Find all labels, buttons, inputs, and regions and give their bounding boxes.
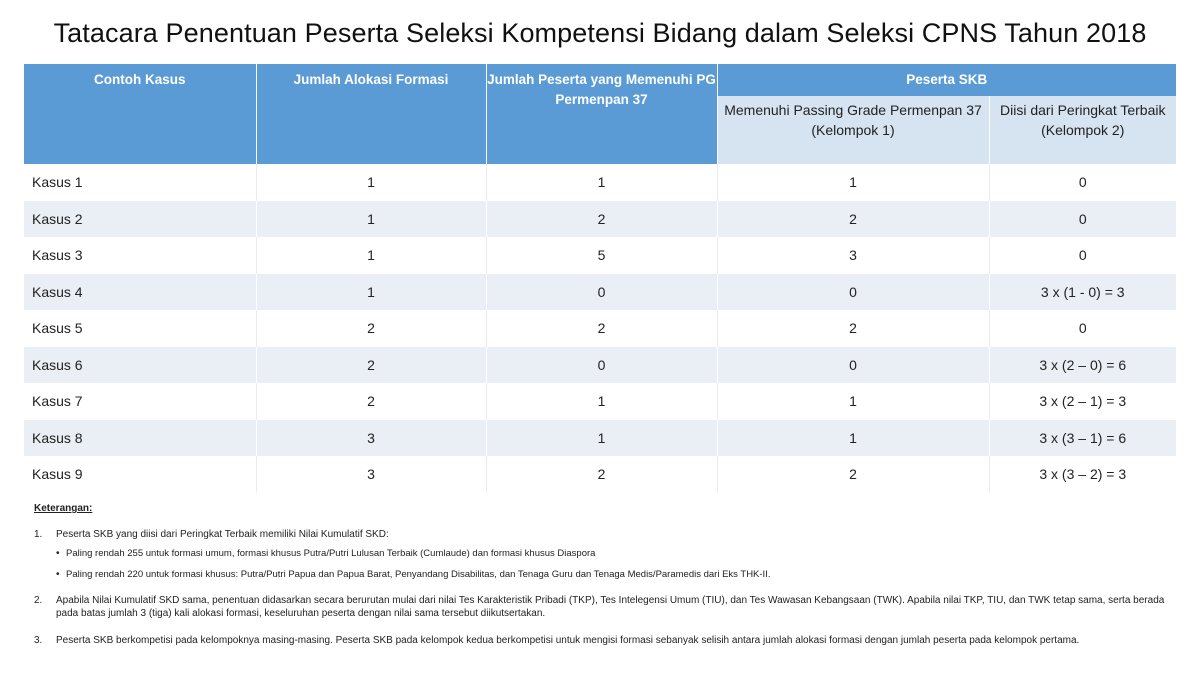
cell-kelompok-2: 3 x (3 – 1) = 6 [989, 420, 1176, 457]
cell-kasus: Kasus 5 [24, 310, 256, 347]
bullet-dot-icon: • [56, 548, 60, 559]
cell-kelompok-2: 3 x (2 – 0) = 6 [989, 347, 1176, 384]
cell-kasus: Kasus 6 [24, 347, 256, 384]
cell-memenuhi: 1 [486, 420, 717, 457]
table-row [24, 310, 1176, 347]
page-title: Tatacara Penentuan Peserta Seleksi Kompetensi Bidang dalam Seleksi CPNS Tahun 2018 [53, 18, 1147, 48]
cell-kelompok-1: 0 [717, 274, 989, 311]
notes-section [34, 503, 1184, 651]
table-row [24, 201, 1176, 238]
cell-kelompok-1: 3 [717, 237, 989, 274]
note-text: Apabila Nilai Kumulatif SKD sama, penentuan didasarkan secara berurutan mulai dari nilai Tes Karakteristik Pribadi (TKP), Tes Intelegensi Umum (TIU), dan Tes Wawasan Kebangsaan (TWK). Apabila nilai TKP, TIU, dan TWK tetap sama, serta berada pada batas jumlah 3 (tiga) kali alokasi formasi, keseluruhan peserta dengan nilai sama tersebut diikutsertakan. [56, 595, 1165, 619]
cell-kasus: Kasus 9 [24, 456, 256, 493]
cell-kelompok-2: 0 [989, 237, 1176, 274]
note-text: Peserta SKB berkompetisi pada kelompoknya masing-masing. Peserta SKB pada kelompok kedua berkompetisi untuk mengisi formasi sebanyak selisih antara jumlah alokasi formasi dengan jumlah peserta pada kelompok pertama. [56, 635, 1080, 646]
cell-memenuhi: 2 [486, 201, 717, 238]
bullet-item [56, 569, 1184, 581]
table-row [24, 164, 1176, 201]
cell-memenuhi: 0 [486, 347, 717, 384]
cell-kelompok-1: 1 [717, 420, 989, 457]
table-row [24, 237, 1176, 274]
table-row [24, 383, 1176, 420]
cell-kasus: Kasus 7 [24, 383, 256, 420]
header-peserta-skb: Peserta SKB [717, 64, 1176, 96]
note-bullets [56, 548, 1184, 581]
cell-alokasi: 1 [256, 201, 486, 238]
subheader-kelompok-2: Diisi dari Peringkat Terbaik (Kelompok 2) [989, 96, 1176, 164]
note-item [34, 594, 1184, 620]
cell-kelompok-1: 2 [717, 456, 989, 493]
cell-kasus: Kasus 3 [24, 237, 256, 274]
cell-alokasi: 1 [256, 164, 486, 201]
cell-alokasi: 2 [256, 310, 486, 347]
cell-kelompok-2: 0 [989, 164, 1176, 201]
cell-kasus: Kasus 4 [24, 274, 256, 311]
notes-heading: Keterangan: [34, 503, 93, 514]
cell-memenuhi: 0 [486, 274, 717, 311]
cell-memenuhi: 1 [486, 164, 717, 201]
table-row [24, 420, 1176, 457]
note-number: 2. [34, 595, 43, 606]
cell-kelompok-2: 3 x (2 – 1) = 3 [989, 383, 1176, 420]
cell-alokasi: 2 [256, 383, 486, 420]
cell-alokasi: 1 [256, 237, 486, 274]
note-number: 3. [34, 635, 43, 646]
bullet-dot-icon: • [56, 569, 60, 580]
note-item [34, 634, 1184, 647]
cell-alokasi: 2 [256, 347, 486, 384]
table-row [24, 347, 1176, 384]
note-text: Peserta SKB yang diisi dari Peringkat Terbaik memiliki Nilai Kumulatif SKD: [56, 529, 389, 540]
cell-kelompok-2: 3 x (3 – 2) = 3 [989, 456, 1176, 493]
bullet-text: Paling rendah 255 untuk formasi umum, formasi khusus Putra/Putri Lulusan Terbaik (Cumlaude) dan formasi khusus Diaspora [66, 548, 596, 559]
note-number: 1. [34, 529, 43, 540]
header-contoh-kasus: Contoh Kasus [24, 64, 256, 164]
cell-kelompok-2: 0 [989, 201, 1176, 238]
cell-kelompok-2: 0 [989, 310, 1176, 347]
cell-kasus: Kasus 2 [24, 201, 256, 238]
bullet-text: Paling rendah 220 untuk formasi khusus: Putra/Putri Papua dan Papua Barat, Penyandang Disabilitas, dan Tenaga Guru dan Tenaga Medis/Paramedis dari Eks THK-II. [66, 569, 771, 580]
table-row [24, 274, 1176, 311]
table-row [24, 456, 1176, 493]
cell-kelompok-1: 1 [717, 383, 989, 420]
cell-kelompok-2: 3 x (1 - 0) = 3 [989, 274, 1176, 311]
cell-kelompok-1: 0 [717, 347, 989, 384]
cell-kasus: Kasus 8 [24, 420, 256, 457]
note-item [34, 528, 1184, 590]
subheader-kelompok-1: Memenuhi Passing Grade Permenpan 37 (Kelompok 1) [717, 96, 989, 164]
header-jumlah-alokasi: Jumlah Alokasi Formasi [256, 64, 486, 164]
cell-kelompok-1: 2 [717, 201, 989, 238]
selection-table [24, 64, 1176, 493]
cell-alokasi: 3 [256, 420, 486, 457]
cell-alokasi: 3 [256, 456, 486, 493]
bullet-item [56, 548, 1184, 560]
cell-memenuhi: 5 [486, 237, 717, 274]
cell-memenuhi: 1 [486, 383, 717, 420]
cell-kelompok-1: 2 [717, 310, 989, 347]
cell-kelompok-1: 1 [717, 164, 989, 201]
cell-alokasi: 1 [256, 274, 486, 311]
cell-kasus: Kasus 1 [24, 164, 256, 201]
header-jumlah-peserta: Jumlah Peserta yang Memenuhi PG Permenpan 37 [486, 64, 717, 164]
cell-memenuhi: 2 [486, 456, 717, 493]
cell-memenuhi: 2 [486, 310, 717, 347]
